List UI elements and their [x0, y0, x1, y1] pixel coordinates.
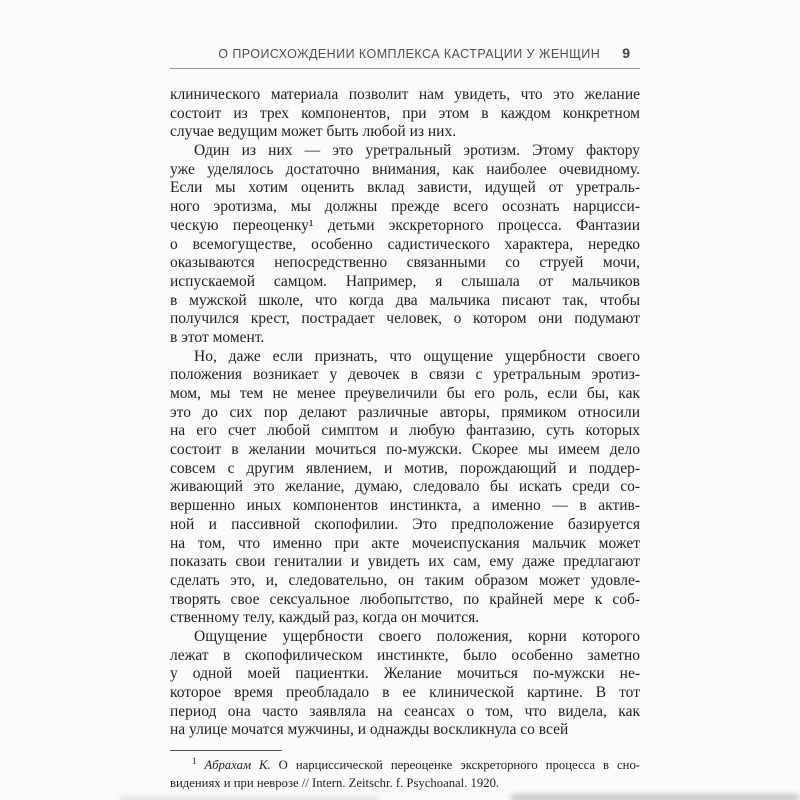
text-line: получился крест, пострадает человек, о котором они подумают [170, 310, 640, 328]
text-line: живающий это желание, думаю, следовало бы искать среди со- [170, 478, 640, 496]
text-line: Но, даже если признать, что ощущение ущербности своего [194, 347, 640, 365]
text-line: в мужской школе, что когда два мальчика писают так, чтобы [170, 291, 640, 309]
paragraph [170, 628, 640, 740]
text-line: показать свои гениталии и увидеть их сам, ему даже предлагают [170, 553, 640, 571]
text-line: Если мы хотим оценить вклад зависти, идущей от уретраль- [170, 179, 640, 197]
paragraph [170, 142, 640, 348]
text-line: ного эротизма, мы должны прежде всего осознать нарцисси- [170, 198, 640, 216]
text-line: случае ведущим может быть любой из них. [170, 123, 457, 141]
footnote-author: Абрахам К. [204, 758, 271, 772]
footnote-marker: 1 [192, 755, 197, 766]
text-line: на его счет любой симптом и любую фантазию, суть которых [170, 422, 640, 440]
text-line: положения возникает у девочек в связи с уретральным эротиз- [170, 366, 640, 384]
footnote-separator [170, 750, 282, 751]
text-line: сделать это, и, следовательно, он таким образом может удовле- [170, 571, 640, 589]
text-line: которое время преобладало в ее клинической картине. В тот [170, 684, 640, 701]
text-line: состоит из трех компонентов, при этом в каждом конкретном [170, 104, 640, 122]
footnote-line-2: видениях и при неврозе // Intern. Zeitschr. f. Psychoanal. 1920. [170, 775, 500, 790]
footnote-line-1 [170, 757, 640, 775]
text-line: период она часто заявляла на сеансах о том, что видела, как [170, 702, 640, 720]
text-line: совсем с другим явлением, и мотив, порождающий и поддер- [170, 459, 640, 477]
text-line: творять свое сексуальное любопытство, по крайней мере к соб- [170, 590, 640, 608]
text-line: Один из них — это уретральный эротизм. Этому фактору [194, 142, 640, 160]
running-head-title: О ПРОИСХОЖДЕНИИ КОМПЛЕКСА КАСТРАЦИИ У ЖЕНЩИН [218, 47, 601, 61]
text-line: оказываются непосредственно связанными со струей мочи, [170, 254, 640, 272]
text-line: мом, мы тем не менее преувеличили бы его роль, если бы, как [170, 385, 640, 402]
text-line: ной и пассивной скопофилии. Это предположение базируется [170, 515, 640, 533]
text-line: на улице мочатся мужчины, и однажды воскликнула со всей [170, 721, 569, 739]
text-line: у одной моей пациентки. Желание мочиться по-мужски не- [170, 665, 640, 683]
text-line: испускаемой самцом. Например, я слышала от мальчиков [170, 272, 640, 290]
footnote [170, 750, 640, 792]
page-edge-shadow-left [120, 796, 380, 800]
text-line: клинического материала позволит нам увидеть, что это желание [170, 86, 640, 103]
running-head [170, 45, 640, 61]
header-rule [170, 68, 640, 69]
text-line: о всемогуществе, особенно садистического характера, нередко [170, 235, 640, 253]
page-number: 9 [622, 45, 630, 61]
text-line: лежат в скопофилическом инстинкте, было особенно заметно [170, 646, 640, 664]
text-line: в этот момент. [170, 328, 265, 346]
footnote-text: О нарциссической переоценке экскреторного процесса в сно- [278, 758, 641, 772]
paragraph [170, 348, 640, 628]
text-line: ческую переоценку¹ детьми экскреторного процесса. Фантазии [170, 216, 640, 234]
text-line: это до сих пор делают различные авторы, прямиком относили [170, 403, 640, 421]
text-line: уже уделялось достаточно внимания, как наиболее очевидному. [170, 160, 640, 178]
text-line: на том, что именно при акте мочеиспускания мальчик может [170, 534, 640, 552]
page-edge-shadow [510, 794, 800, 800]
text-line: вершенно иных компонентов инстинкта, а именно — в актив- [170, 497, 640, 515]
text-line: Ощущение ущербности своего положения, корни которого [194, 627, 640, 645]
text-line: ственному телу, каждый раз, когда он мочится. [170, 609, 480, 627]
paragraph [170, 86, 640, 142]
body-text [170, 86, 640, 740]
text-line: состоит в желании мочиться по-мужски. Скорее мы имеем дело [170, 441, 640, 459]
